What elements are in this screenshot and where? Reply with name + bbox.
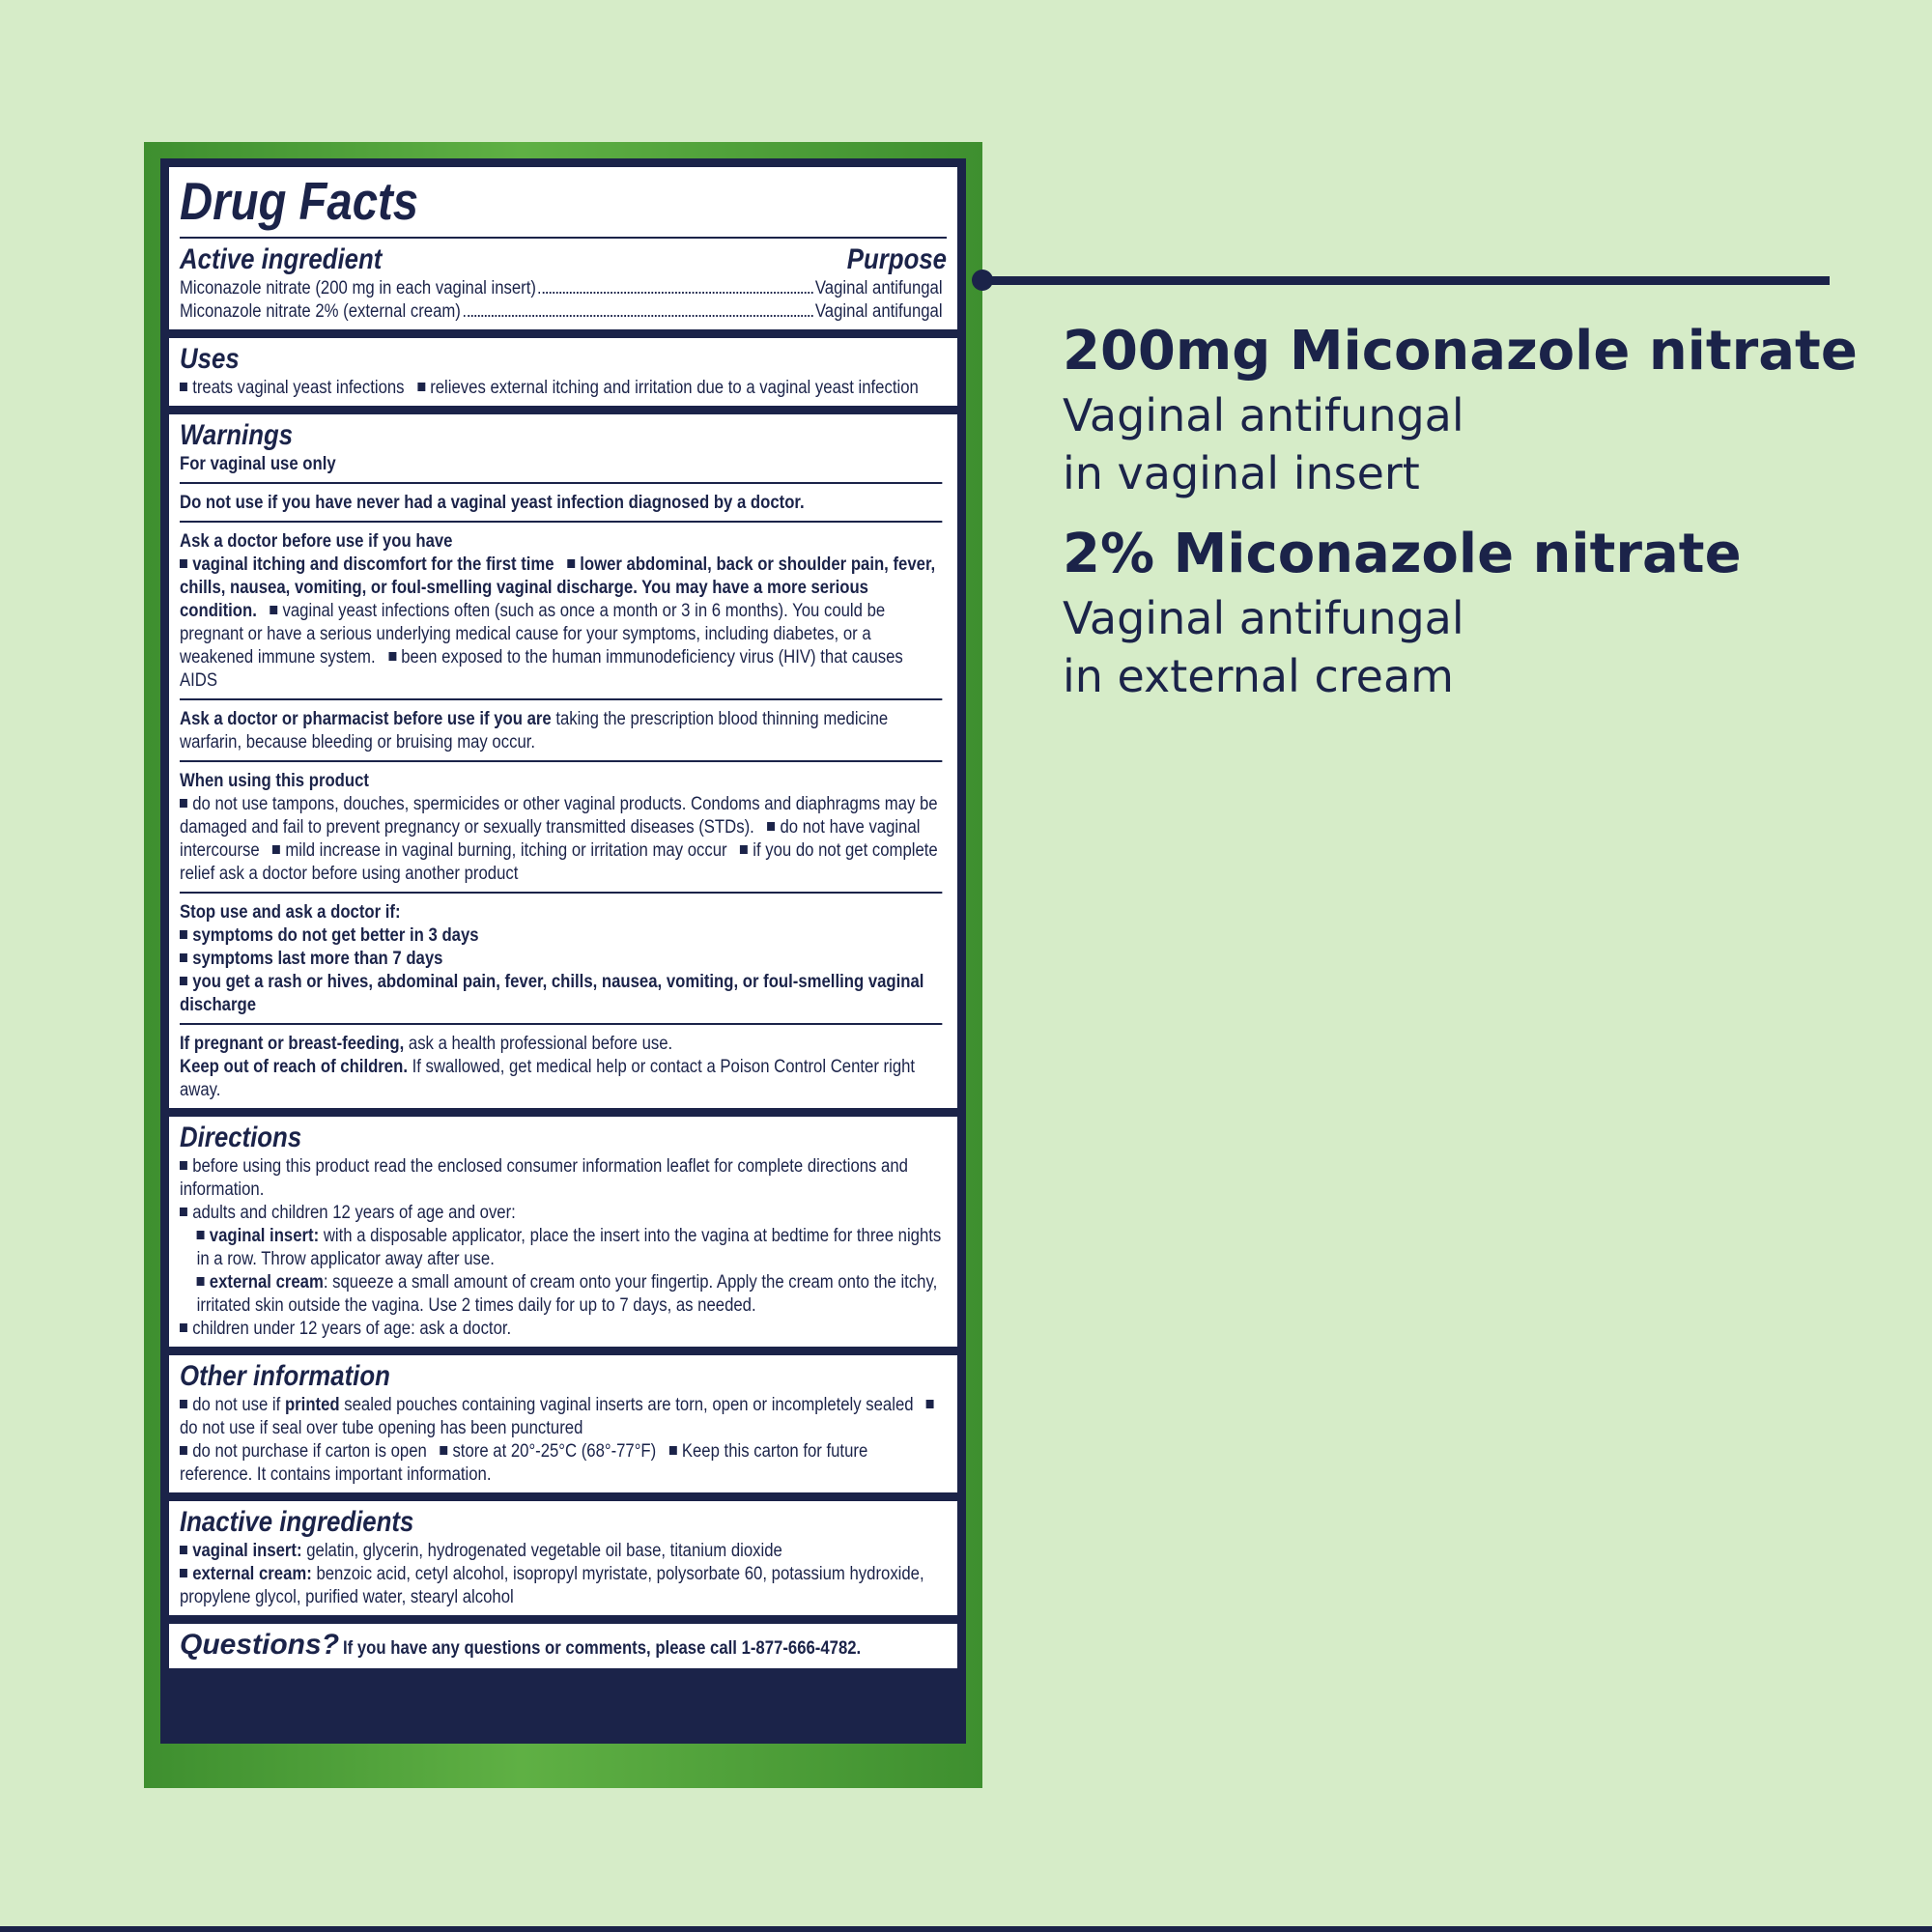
ingredient-row [180, 300, 943, 324]
callout-insert [1063, 317, 1913, 502]
ingredient-name: Miconazole nitrate (200 mg in each vaginal insert) [180, 278, 536, 298]
uses-item: relieves external itching and irritation due to a vaginal yeast infection [430, 378, 919, 398]
bullet-icon [180, 930, 187, 939]
ask-doctor-item: vaginal yeast infections often (such as once a month or 3 in 6 months). You could be pregnant or have a serious underlying medical cause for your symptoms, including diabetes, or a weakened immune system. [180, 601, 886, 668]
callout-line: in vaginal insert [1063, 447, 1420, 499]
vaginal-use-only: For vaginal use only [180, 454, 336, 474]
ask-pharmacist-text: taking the prescription blood thinning medicine warfarin, because bleeding or bruising may occur. [180, 709, 889, 753]
ingredient-purpose: Vaginal antifungal [814, 278, 943, 298]
active-ingredient-heading: Active ingredient [180, 243, 383, 275]
other-item: do not use if [192, 1395, 281, 1415]
other-information-body [180, 1394, 943, 1487]
divider [180, 237, 947, 239]
ingredient-purpose: Vaginal antifungal [814, 301, 943, 322]
ask-doctor-item: vaginal itching and discomfort for the first time [192, 554, 554, 575]
ask-pharmacist [180, 708, 943, 754]
callout-connector-line [976, 276, 1830, 285]
keep-out-bold: Keep out of reach of children. [180, 1057, 408, 1077]
bullet-icon [197, 1231, 205, 1239]
other-item: do not purchase if carton is open [192, 1441, 427, 1462]
bullet-icon [272, 845, 280, 854]
bullet-icon [180, 1446, 187, 1455]
bullet-icon [567, 559, 575, 568]
inactive-ingredients-section [169, 1501, 957, 1615]
when-using-items [180, 793, 943, 886]
bullet-icon [180, 1546, 187, 1554]
directions-section [169, 1117, 957, 1347]
keep-out-warning [180, 1056, 943, 1102]
uses-heading: Uses [180, 343, 240, 375]
bullet-icon [417, 383, 425, 391]
bullet-icon [669, 1446, 677, 1455]
directions-sub-text: : squeeze a small amount of cream onto your fingertip. Apply the cream onto the itchy, irritated skin outside the vagina. Use 2 times daily for up to 7 days, as needed. [196, 1272, 938, 1316]
uses-text [180, 377, 943, 400]
stop-use-heading: Stop use and ask a doctor if: [180, 902, 401, 923]
other-information-section [169, 1355, 957, 1492]
ask-pharmacist-bold: Ask a doctor or pharmacist before use if you are [180, 709, 552, 729]
purpose-heading: Purpose [846, 243, 947, 275]
callout-line: in external cream [1063, 650, 1454, 702]
divider [180, 698, 943, 700]
bullet-icon [180, 1400, 187, 1408]
stop-use-item: symptoms last more than 7 days [192, 949, 443, 969]
callout-title: 2% Miconazole nitrate [1063, 523, 1742, 585]
bullet-icon [180, 1569, 187, 1577]
bullet-icon [180, 559, 187, 568]
uses-section [169, 338, 957, 406]
callout-cream [1063, 520, 1913, 705]
bullet-icon [180, 977, 187, 985]
inactive-ingredients-heading: Inactive ingredients [180, 1506, 414, 1538]
inactive-text: benzoic acid, cetyl alcohol, isopropyl myristate, polysorbate 60, potassium hydroxide, propylene glycol, purified water, stearyl alcohol [180, 1564, 924, 1607]
callout-line: Vaginal antifungal [1063, 389, 1464, 441]
divider [180, 760, 943, 762]
bullet-icon [388, 652, 396, 661]
other-item-bold: printed [284, 1395, 340, 1415]
callout-title: 200mg Miconazole nitrate [1063, 320, 1858, 383]
inactive-text: gelatin, glycerin, hydrogenated vegetable oil base, titanium dioxide [306, 1541, 782, 1561]
callouts [1063, 317, 1913, 705]
divider [180, 521, 943, 523]
other-information-heading: Other information [180, 1360, 390, 1392]
dot-leader [539, 292, 813, 294]
directions-heading: Directions [180, 1122, 302, 1153]
directions-sub-bold: vaginal insert: [209, 1226, 320, 1246]
bullet-icon [180, 799, 187, 808]
bullet-icon [440, 1446, 447, 1455]
pregnant-text: ask a health professional before use. [408, 1034, 673, 1054]
divider [180, 892, 943, 894]
other-item: Keep this carton for future reference. It contains important information. [180, 1441, 868, 1485]
callout-line: Vaginal antifungal [1063, 592, 1464, 644]
drug-facts-frame [160, 158, 966, 1744]
when-using-item: do not have vaginal intercourse [180, 817, 921, 861]
bullet-icon [270, 606, 277, 614]
connector-dot-icon [972, 270, 993, 291]
pregnant-bold: If pregnant or breast-feeding, [180, 1034, 405, 1054]
directions-item: adults and children 12 years of age and over: [192, 1203, 516, 1223]
bullet-icon [740, 845, 748, 854]
other-item: store at 20°-25°C (68°-77°F) [452, 1441, 657, 1462]
active-ingredient-section [169, 167, 957, 329]
directions-body [180, 1155, 943, 1341]
dot-leader [464, 315, 813, 317]
when-using-item: mild increase in vaginal burning, itching or irritation may occur [285, 840, 727, 861]
questions-section [169, 1624, 957, 1668]
drug-facts-panel [144, 142, 982, 1788]
active-ingredient-rows [180, 277, 943, 324]
do-not-use-warning: Do not use if you have never had a vaginal yeast infection diagnosed by a doctor. [180, 493, 805, 513]
when-using-item: do not use tampons, douches, spermicides or other vaginal products. Condoms and diaphragms may be damaged and fail to prevent pregnancy or sexually transmitted diseases (STDs). [180, 794, 938, 838]
inactive-bold: vaginal insert: [192, 1541, 302, 1561]
ask-doctor-heading: Ask a doctor before use if you have [180, 531, 453, 552]
when-using-heading: When using this product [180, 771, 369, 791]
bullet-icon [180, 1161, 187, 1170]
directions-sub-bold: external cream [209, 1272, 324, 1293]
stop-use-item: symptoms do not get better in 3 days [192, 925, 479, 946]
pregnant-warning [180, 1033, 943, 1056]
inactive-bold: external cream: [192, 1564, 312, 1584]
bullet-icon [197, 1277, 205, 1286]
ingredient-name: Miconazole nitrate 2% (external cream) [180, 301, 461, 322]
ask-doctor-item: been exposed to the human immunodeficiency virus (HIV) that causes AIDS [180, 647, 903, 691]
inactive-ingredients-body [180, 1540, 943, 1609]
stop-use-item: you get a rash or hives, abdominal pain, fever, chills, nausea, vomiting, or foul-smelling vaginal discharge [180, 972, 924, 1015]
keep-out-text: If swallowed, get medical help or contact a Poison Control Center right away. [180, 1057, 916, 1100]
ask-doctor-items [180, 554, 943, 693]
ask-doctor-item: lower abdominal, back or shoulder pain, fever, chills, nausea, vomiting, or foul-smelling vaginal discharge. You may have a more serious condition. [180, 554, 936, 621]
bottom-rule [0, 1926, 1932, 1932]
bullet-icon [767, 822, 775, 831]
bullet-icon [180, 953, 187, 962]
bullet-icon [180, 383, 187, 391]
bullet-icon [180, 1323, 187, 1332]
drug-facts-title: Drug Facts [180, 171, 419, 231]
bullet-icon [180, 1208, 187, 1216]
uses-item: treats vaginal yeast infections [192, 378, 405, 398]
directions-item: children under 12 years of age: ask a doctor. [192, 1319, 512, 1339]
warnings-body [180, 453, 943, 1102]
questions-heading: Questions? [180, 1629, 340, 1661]
ingredient-row [180, 277, 943, 300]
other-item: do not use if seal over tube opening has been punctured [180, 1418, 583, 1438]
warnings-heading: Warnings [180, 419, 294, 451]
directions-sub-text: with a disposable applicator, place the insert into the vagina at bedtime for three nights in a row. Throw applicator away after use. [196, 1226, 942, 1269]
divider [180, 482, 943, 484]
directions-item: before using this product read the enclosed consumer information leaflet for complete directions and information. [180, 1156, 908, 1200]
divider [180, 1023, 943, 1025]
bullet-icon [926, 1400, 934, 1408]
other-item: sealed pouches containing vaginal inserts are torn, open or incompletely sealed [344, 1395, 914, 1415]
warnings-section [169, 414, 957, 1108]
questions-text: If you have any questions or comments, please call 1-877-666-4782. [343, 1638, 862, 1659]
when-using-item: if you do not get complete relief ask a doctor before using another product [180, 840, 938, 884]
